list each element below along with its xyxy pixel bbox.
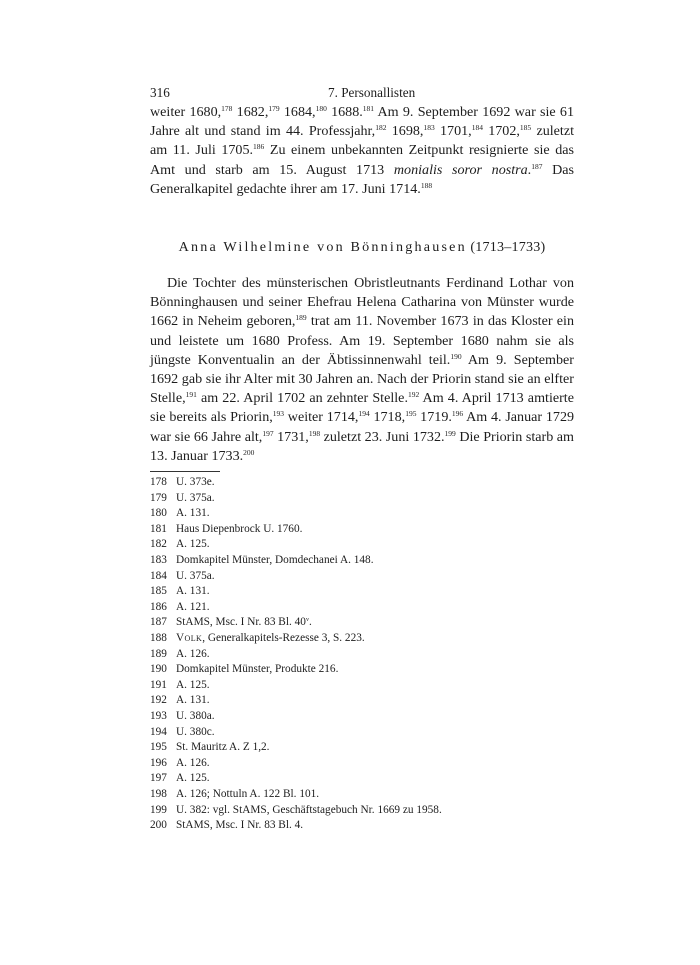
footnote-text: St. Mauritz A. Z 1,2. (176, 741, 270, 754)
footnote-number: 181 (150, 522, 167, 535)
text-run: 1701, (434, 123, 472, 140)
footnote-divider (150, 471, 220, 472)
footnote-ref[interactable]: 188 (420, 180, 433, 190)
footnote-ref[interactable]: 193 (272, 409, 285, 419)
text-run: Am 9. September 1692 gab sie ihr Alter mit 30 Jahren an. Nach der Priorin stand sie an elfter Stelle, (150, 351, 575, 407)
footnote-text-main: , Generalkapitels-Rezesse 3, S. 223. (202, 631, 365, 644)
footnote-number: 196 (150, 756, 167, 769)
footnote-item (150, 693, 574, 709)
chapter-title: 7. Personallisten (328, 85, 416, 100)
footnote-item (150, 725, 574, 741)
footnote-text-end: . (308, 616, 312, 629)
footnote-text: U. 382: vgl. StAMS, Geschäftstagebuch Nr. 1669 zu 1958. (176, 803, 442, 816)
footnote-ref[interactable]: 199 (444, 428, 456, 438)
footnote-text: A. 121. (176, 600, 210, 613)
footnote-ref[interactable]: 178 (221, 104, 233, 113)
footnote-ref[interactable]: 183 (423, 123, 435, 133)
footnote-item (150, 615, 574, 631)
heading-dates: (1713–1733) (470, 239, 546, 256)
footnote-ref[interactable]: 184 (471, 123, 483, 133)
footnote-item (150, 803, 574, 819)
footnote-number: 188 (150, 631, 167, 644)
footnote-item (150, 506, 574, 522)
footnote-number: 200 (150, 819, 167, 832)
footnote-ref[interactable]: 196 (451, 409, 464, 419)
footnote-item (150, 475, 574, 491)
footnote-ref[interactable]: 180 (315, 104, 327, 113)
footnote-ref[interactable]: 191 (185, 390, 197, 400)
footnote-item (150, 537, 574, 553)
footnote-item (150, 522, 574, 538)
footnote-ref[interactable]: 192 (407, 390, 420, 400)
footnote-item (150, 818, 574, 834)
text-run: Das Generalkapitel gedachte ihrer am 17. Juni 1714. (150, 161, 574, 197)
footnote-number: 193 (150, 709, 167, 722)
footnote-ref[interactable]: 198 (308, 428, 321, 438)
footnote-number: 184 (150, 569, 167, 582)
footnote-number: 195 (150, 741, 167, 754)
page (150, 84, 574, 834)
text-run: Zu einem unbekannten Zeitpunkt resignierte sie das Amt und starb am 15. August 1713 (150, 142, 574, 178)
footnote-number: 183 (150, 554, 167, 567)
text-run: Am 4. Januar 1729 war sie 66 Jahre alt, (150, 409, 575, 445)
footnote-text: A. 126. (176, 647, 210, 660)
footnote-text: A. 131. (176, 585, 210, 598)
footnote-ref[interactable]: 187 (531, 161, 543, 171)
footnote-text: A. 125. (176, 538, 210, 551)
footnote-text: U. 380a. (176, 709, 215, 722)
footnote-text: U. 373e. (176, 476, 215, 489)
footnote-number: 189 (150, 647, 167, 660)
text-run: zuletzt 23. Juni 1732. (320, 428, 445, 445)
footnote-item (150, 491, 574, 507)
footnote-number: 194 (150, 725, 167, 738)
text-run: Die Tochter des münsterischen Obristleutnants Ferdinand Lothar von Bönninghausen und seiner Ehefrau Helena Catharina von Münster wurde 1662 in Neheim geboren, (150, 275, 574, 330)
footnote-number: 199 (150, 803, 167, 816)
footnote-text: A. 126; Nottuln A. 122 Bl. 101. (176, 787, 320, 800)
footnote-text (176, 615, 312, 631)
footnote-number: 198 (150, 787, 167, 800)
footnote-ref[interactable]: 181 (362, 104, 375, 113)
text-run: Die Priorin starb am 13. Januar 1733. (150, 428, 575, 464)
footnote-text: A. 131. (176, 694, 210, 707)
footnote-number: 178 (150, 476, 167, 489)
footnote-ref[interactable]: 200 (243, 447, 255, 457)
text-run: am 22. April 1702 an zehnter Stelle. (196, 390, 408, 407)
footnote-text: A. 126. (176, 756, 210, 769)
footnote-text: Haus Diepenbrock U. 1760. (176, 522, 303, 535)
footnote-text: U. 375a. (176, 491, 215, 504)
text-run: weiter 1714, (284, 409, 359, 426)
footnote-text: A. 125. (176, 772, 210, 785)
author-name: Volk (176, 631, 203, 644)
footnote-ref[interactable]: 182 (375, 123, 387, 133)
text-run: 1684, (279, 104, 316, 120)
running-head (150, 84, 574, 102)
footnote-item (150, 678, 574, 694)
footnote-item (150, 584, 574, 600)
text-run: zuletzt am 11. Juli 1705. (150, 123, 575, 159)
text-run: . (527, 161, 532, 178)
footnote-number: 180 (150, 507, 167, 520)
text-run: weiter 1680, (150, 104, 222, 120)
footnote-text: A. 131. (176, 507, 210, 520)
latin-quote: monialis soror nostra (393, 161, 528, 178)
footnote-item (150, 631, 574, 647)
footnote-item (150, 787, 574, 803)
text-run: 1731, (273, 428, 309, 445)
paragraph-1 (150, 103, 574, 199)
page-number: 316 (150, 85, 170, 100)
footnote-ref[interactable]: 179 (268, 104, 280, 113)
text-run: 1688. (326, 104, 363, 120)
footnote-number: 197 (150, 772, 167, 785)
footnote-item (150, 662, 574, 678)
text-run: 1702, (482, 123, 520, 140)
text-run: 1682, (232, 104, 269, 120)
text-run: trat am 11. November 1673 in das Kloster ein und leistete um 1680 Profess. Am 19. September 1680 nahm sie als jüngste Konventualin an der Äbtissinnenwahl teil. (150, 313, 574, 368)
footnote-text-main: StAMS, Msc. I Nr. 83 Bl. 40 (176, 616, 306, 629)
footnote-text: U. 380c. (176, 725, 215, 738)
footnote-text: Domkapitel Münster, Produkte 216. (176, 663, 339, 676)
footnote-item (150, 756, 574, 772)
footnote-number: 190 (150, 663, 167, 676)
footnote-number: 186 (150, 600, 167, 613)
footnote-text: A. 125. (176, 678, 210, 691)
footnote-item (150, 709, 574, 725)
footnote-item (150, 647, 574, 663)
text-run: Am 9. September 1692 war sie 61 Jahre alt und stand im 44. Professjahr, (150, 104, 574, 140)
heading-name: Anna Wilhelmine von Bönninghausen (178, 239, 467, 256)
section-heading (150, 238, 574, 257)
footnote-text: Domkapitel Münster, Domdechanei A. 148. (176, 554, 374, 567)
footnote-number: 182 (150, 538, 167, 551)
footnote-text: StAMS, Msc. I Nr. 83 Bl. 4. (176, 819, 304, 832)
footnote-item (150, 600, 574, 616)
text-run: 1719. (416, 409, 452, 426)
footnote-ref[interactable]: 195 (405, 409, 417, 419)
footnote-item (150, 771, 574, 787)
text-run: Am 4. April 1713 amtierte sie bereits als Priorin, (150, 390, 574, 426)
footnote-ref[interactable]: 190 (450, 351, 462, 361)
footnote-item (150, 569, 574, 585)
footnote-ref[interactable]: 197 (262, 428, 274, 438)
verso-mark: v (305, 617, 309, 624)
footnote-item (150, 740, 574, 756)
footnote-ref[interactable]: 186 (253, 142, 265, 152)
footnote-number: 192 (150, 694, 167, 707)
footnote-number: 179 (150, 491, 167, 504)
footnote-text: U. 375a. (176, 569, 215, 582)
footnote-ref[interactable]: 189 (295, 313, 307, 323)
footnote-list (150, 475, 574, 834)
footnote-number: 187 (150, 616, 167, 629)
footnote-ref[interactable]: 194 (358, 409, 370, 419)
text-run: 1718, (369, 409, 406, 426)
text-run: 1698, (386, 123, 424, 140)
footnote-number: 185 (150, 585, 167, 598)
footnote-number: 191 (150, 678, 167, 691)
footnote-ref[interactable]: 185 (519, 123, 532, 133)
footnote-item (150, 553, 574, 569)
paragraph-2 (150, 274, 574, 466)
footnote-text (176, 631, 365, 647)
